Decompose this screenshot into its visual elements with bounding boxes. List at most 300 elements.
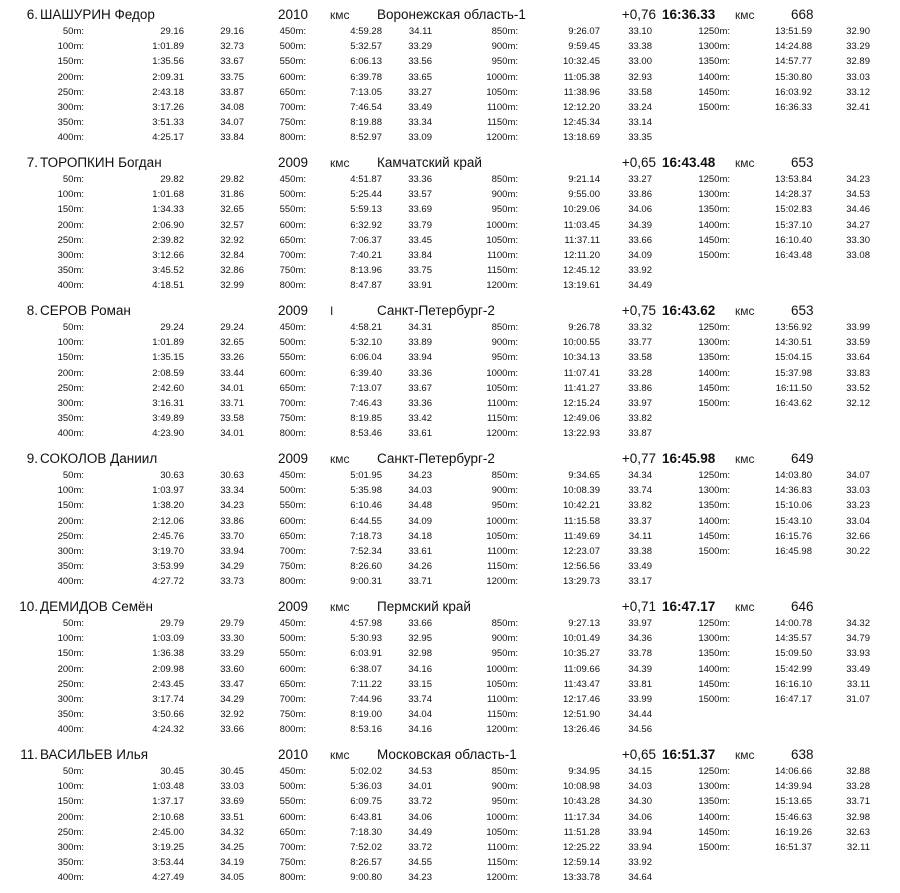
split-distance: 700m: [279,694,306,705]
split-time: 7:13.05 [350,86,382,98]
time-gap: +0,65 [621,155,656,170]
lap-time: 33.89 [408,337,432,349]
split-time: 13:56.92 [775,322,812,333]
region: Воронежская область-1 [377,7,526,22]
split-time: 9:26.07 [568,26,600,37]
lap-time: 33.42 [408,413,432,425]
split-time: 14:35.57 [775,633,812,645]
split-distance: 250m: [57,86,84,98]
sport-rank: кмс [330,600,350,614]
lap-time: 34.06 [408,811,432,823]
split-distance: 750m: [279,413,306,425]
split-time: 1:03.48 [152,781,184,793]
athlete-entry [0,154,900,294]
split-distance: 750m: [279,857,306,869]
split-distance: 550m: [279,204,306,216]
split-time: 2:09.31 [152,71,184,83]
split-time: 29.82 [160,174,184,185]
split-distance: 600m: [279,219,306,231]
split-distance: 250m: [57,530,84,542]
lap-time: 33.29 [408,41,432,53]
split-distance: 250m: [57,234,84,246]
lap-time: 33.15 [408,678,432,690]
split-time: 13:26.46 [563,724,600,736]
split-time: 10:29.06 [563,204,600,216]
split-distance: 500m: [279,189,306,201]
split-time: 7:06.37 [350,234,382,246]
split-time: 1:03.97 [152,485,184,497]
lap-time: 33.71 [846,796,870,808]
lap-time: 33.58 [220,413,244,425]
split-distance: 900m: [491,189,518,201]
split-distance: 900m: [491,633,518,645]
split-distance: 1450m: [698,382,730,394]
split-time: 15:46.63 [775,811,812,823]
split-time: 7:40.21 [350,250,382,261]
split-time: 16:10.40 [775,234,812,246]
split-time: 11:49.69 [563,530,600,542]
split-distance: 1400m: [698,515,730,527]
split-time: 16:43.62 [775,398,812,409]
split-distance: 200m: [57,663,84,675]
split-time: 6:06.13 [350,56,382,68]
lap-time: 34.49 [408,826,432,838]
lap-time: 32.41 [846,102,870,113]
split-time: 5:25.44 [350,189,382,201]
lap-time: 33.87 [220,86,244,98]
split-distance: 600m: [279,71,306,83]
split-time: 8:19.00 [350,709,382,721]
split-time: 1:36.38 [152,648,184,660]
lap-time: 34.44 [628,709,652,721]
split-distance: 550m: [279,796,306,808]
split-time: 10:08.39 [563,485,600,497]
split-distance: 1200m: [486,132,518,144]
split-time: 9:34.95 [568,766,600,777]
split-time: 5:36.03 [350,781,382,793]
final-time: 16:45.98 [662,451,716,466]
final-time: 16:43.62 [662,303,716,318]
lap-time: 33.28 [628,367,652,379]
split-distance: 1050m: [486,530,518,542]
split-distance: 350m: [57,561,84,573]
split-time: 12:51.90 [563,709,600,721]
split-time: 14:36.83 [775,485,812,497]
lap-time: 34.32 [220,826,244,838]
lap-time: 32.89 [846,56,870,68]
lap-time: 33.04 [846,515,870,527]
split-time: 2:09.98 [152,663,184,675]
split-distance: 1200m: [486,280,518,292]
split-distance: 1100m: [487,546,518,557]
split-time: 11:07.41 [563,367,600,379]
achieved-rank: кмс [735,156,755,170]
lap-time: 33.03 [846,485,870,497]
split-time: 2:45.00 [152,826,184,838]
split-time: 14:28.37 [775,189,812,201]
split-distance: 450m: [279,26,306,37]
split-distance: 50m: [62,174,84,185]
athlete-name: ШАШУРИН Федор [40,7,155,22]
split-distance: 1000m: [486,71,518,83]
lap-time: 33.91 [408,280,432,292]
split-distance: 900m: [491,781,518,793]
lap-time: 33.86 [628,189,652,201]
lap-time: 33.94 [408,352,432,364]
lap-time: 32.12 [846,398,870,409]
split-time: 3:45.52 [152,265,184,277]
split-time: 16:36.33 [775,102,812,113]
split-time: 4:23.90 [152,428,184,440]
lap-time: 34.09 [628,250,652,261]
split-time: 1:03.09 [152,633,184,645]
achieved-rank: кмс [735,748,755,762]
lap-time: 33.09 [408,132,432,144]
split-distance: 700m: [279,250,306,261]
split-time: 10:43.28 [563,796,600,808]
lap-time: 33.60 [220,663,244,675]
split-time: 6:39.40 [350,367,382,379]
split-distance: 1200m: [486,576,518,588]
lap-time: 34.53 [846,189,870,201]
lap-time: 33.69 [408,204,432,216]
split-time: 16:45.98 [775,546,812,557]
split-distance: 1150m: [487,561,518,573]
split-distance: 100m: [57,485,84,497]
lap-time: 33.23 [846,500,870,512]
lap-time: 33.56 [408,56,432,68]
lap-time: 33.32 [628,322,652,333]
time-gap: +0,76 [621,7,656,22]
split-time: 15:37.10 [775,219,812,231]
split-distance: 1100m: [487,398,518,409]
split-distance: 650m: [279,86,306,98]
split-time: 2:45.76 [152,530,184,542]
lap-time: 32.98 [846,811,870,823]
split-time: 1:01.89 [152,41,184,53]
split-distance: 150m: [57,352,84,364]
split-distance: 200m: [57,515,84,527]
lap-time: 33.29 [220,648,244,660]
split-distance: 1300m: [698,189,730,201]
lap-time: 32.86 [220,265,244,277]
lap-time: 33.84 [220,132,244,144]
place-number: 9. [26,451,38,466]
lap-time: 34.49 [628,280,652,292]
birth-year: 2009 [278,599,309,614]
split-distance: 1500m: [698,250,730,261]
lap-time: 34.11 [628,530,652,542]
lap-time: 33.24 [628,102,652,113]
split-distance: 850m: [491,766,518,777]
split-time: 8:13.96 [350,265,382,277]
time-gap: +0,75 [621,303,656,318]
split-time: 11:38.96 [563,86,600,98]
lap-time: 34.09 [408,515,432,527]
split-time: 15:02.83 [775,204,812,216]
split-time: 4:58.21 [350,322,382,333]
split-distance: 1350m: [698,204,730,216]
lap-time: 34.36 [628,633,652,645]
split-time: 11:15.58 [563,515,600,527]
split-distance: 450m: [279,174,306,185]
split-time: 1:01.68 [152,189,184,201]
split-time: 12:12.20 [563,102,600,113]
split-time: 11:43.47 [563,678,600,690]
split-distance: 900m: [491,337,518,349]
lap-time: 33.51 [220,811,244,823]
split-distance: 1300m: [698,781,730,793]
split-distance: 1400m: [698,71,730,83]
athlete-name: ВАСИЛЬЕВ Илья [40,747,149,762]
split-distance: 1300m: [698,485,730,497]
split-time: 9:27.13 [568,618,600,629]
split-time: 15:04.15 [775,352,812,364]
lap-time: 33.30 [220,633,244,645]
lap-time: 33.94 [220,546,244,557]
lap-time: 33.27 [408,86,432,98]
split-distance: 300m: [57,398,84,409]
split-distance: 400m: [57,872,84,884]
athlete-name: ДЕМИДОВ Семён [40,599,153,614]
split-distance: 1050m: [486,382,518,394]
split-time: 10:00.55 [563,337,600,349]
lap-time: 34.06 [628,204,652,216]
lap-time: 33.74 [628,485,652,497]
split-distance: 1250m: [698,766,730,777]
split-distance: 750m: [279,709,306,721]
split-time: 2:12.06 [152,515,184,527]
lap-time: 33.94 [628,842,652,853]
athlete-entry [0,746,900,886]
split-time: 4:51.87 [350,174,382,185]
lap-time: 34.27 [846,219,870,231]
split-time: 6:09.75 [350,796,382,808]
lap-time: 33.69 [220,796,244,808]
lap-time: 32.99 [220,280,244,292]
lap-time: 33.37 [628,515,652,527]
lap-time: 34.23 [408,470,432,481]
split-distance: 650m: [279,826,306,838]
split-distance: 700m: [279,398,306,409]
split-distance: 500m: [279,337,306,349]
split-distance: 1250m: [698,618,730,629]
lap-time: 34.05 [220,872,244,884]
split-distance: 1000m: [486,219,518,231]
split-time: 5:59.13 [350,204,382,216]
split-distance: 400m: [57,576,84,588]
lap-time: 33.87 [628,428,652,440]
split-time: 4:25.17 [152,132,184,144]
sport-rank: I [330,304,334,318]
split-distance: 850m: [491,322,518,333]
lap-time: 33.78 [628,648,652,660]
birth-year: 2009 [278,451,309,466]
split-time: 14:39.94 [775,781,812,793]
split-time: 3:50.66 [152,709,184,721]
final-time: 16:51.37 [662,747,716,762]
split-distance: 700m: [279,546,306,557]
athlete-name: СОКОЛОВ Даниил [40,451,158,466]
split-time: 11:03.45 [563,219,600,231]
lap-time: 34.03 [408,485,432,497]
split-distance: 300m: [57,694,84,705]
lap-time: 34.23 [408,872,432,884]
split-distance: 650m: [279,234,306,246]
split-time: 8:26.60 [350,561,382,573]
split-time: 5:32.57 [350,41,382,53]
split-distance: 550m: [279,500,306,512]
lap-time: 32.98 [408,648,432,660]
lap-time: 33.00 [628,56,652,68]
split-distance: 1150m: [487,413,518,425]
lap-time: 33.92 [628,265,652,277]
lap-time: 34.06 [628,811,652,823]
lap-time: 33.74 [408,694,432,705]
lap-time: 33.58 [628,86,652,98]
split-distance: 1450m: [698,826,730,838]
lap-time: 34.64 [628,872,652,884]
split-time: 9:55.00 [568,189,600,201]
split-time: 7:18.30 [350,826,382,838]
split-time: 13:33.78 [563,872,600,884]
athlete-name: СЕРОВ Роман [40,303,131,318]
sport-rank: кмс [330,452,350,466]
lap-time: 33.10 [628,26,652,37]
lap-time: 34.25 [220,842,244,853]
split-distance: 1300m: [698,633,730,645]
lap-time: 29.82 [220,174,244,185]
split-time: 12:59.14 [563,857,600,869]
lap-time: 34.08 [220,102,244,113]
lap-time: 33.26 [220,352,244,364]
split-time: 5:35.98 [350,485,382,497]
split-distance: 950m: [491,56,518,68]
split-distance: 450m: [279,470,306,481]
split-distance: 800m: [279,428,306,440]
split-time: 9:00.80 [350,872,382,884]
region: Камчатский край [377,155,482,170]
lap-time: 29.16 [220,26,244,37]
split-time: 3:51.33 [152,117,184,129]
split-time: 12:23.07 [563,546,600,557]
lap-time: 34.01 [220,428,244,440]
split-time: 6:10.46 [350,500,382,512]
split-distance: 800m: [279,872,306,884]
split-time: 7:13.07 [350,382,382,394]
split-time: 8:19.88 [350,117,382,129]
final-time: 16:47.17 [662,599,716,614]
split-time: 11:41.27 [563,382,600,394]
split-distance: 50m: [62,322,84,333]
lap-time: 33.36 [408,174,432,185]
split-time: 15:13.65 [775,796,812,808]
lap-time: 34.07 [220,117,244,129]
split-distance: 1050m: [486,234,518,246]
split-time: 12:25.22 [563,842,600,853]
lap-time: 33.82 [628,413,652,425]
lap-time: 33.75 [408,265,432,277]
athlete-entry [0,598,900,738]
split-time: 1:38.20 [152,500,184,512]
lap-time: 32.73 [220,41,244,53]
split-time: 7:44.96 [350,694,382,705]
lap-time: 30.45 [220,766,244,777]
lap-time: 33.81 [628,678,652,690]
lap-time: 32.66 [846,530,870,542]
lap-time: 33.14 [628,117,652,129]
split-distance: 1350m: [698,648,730,660]
split-time: 30.45 [160,766,184,777]
split-distance: 750m: [279,561,306,573]
lap-time: 34.29 [220,561,244,573]
lap-time: 32.65 [220,337,244,349]
split-distance: 500m: [279,41,306,53]
lap-time: 33.34 [408,117,432,129]
split-distance: 200m: [57,219,84,231]
region: Санкт-Петербург-2 [377,303,495,318]
split-distance: 1150m: [487,857,518,869]
lap-time: 33.99 [628,694,652,705]
split-distance: 550m: [279,352,306,364]
split-distance: 800m: [279,724,306,736]
split-distance: 250m: [57,678,84,690]
split-distance: 450m: [279,766,306,777]
split-distance: 1000m: [486,515,518,527]
split-distance: 200m: [57,811,84,823]
split-time: 14:57.77 [775,56,812,68]
split-time: 3:53.99 [152,561,184,573]
split-time: 15:30.80 [775,71,812,83]
split-distance: 1250m: [698,174,730,185]
lap-time: 33.67 [408,382,432,394]
split-time: 3:19.70 [152,546,184,557]
lap-time: 33.44 [220,367,244,379]
split-time: 13:19.61 [563,280,600,292]
lap-time: 33.57 [408,189,432,201]
split-distance: 300m: [57,842,84,853]
lap-time: 33.36 [408,398,432,409]
split-time: 2:08.59 [152,367,184,379]
split-time: 14:30.51 [775,337,812,349]
points: 668 [791,7,814,22]
split-distance: 900m: [491,41,518,53]
split-distance: 1350m: [698,352,730,364]
split-distance: 150m: [57,648,84,660]
lap-time: 34.39 [628,219,652,231]
split-distance: 100m: [57,633,84,645]
time-gap: +0,65 [621,747,656,762]
split-distance: 1350m: [698,500,730,512]
split-distance: 1000m: [486,663,518,675]
split-distance: 1050m: [486,826,518,838]
split-time: 5:32.10 [350,337,382,349]
split-time: 14:24.88 [775,41,812,53]
split-distance: 600m: [279,663,306,675]
lap-time: 33.67 [220,56,244,68]
lap-time: 34.04 [408,709,432,721]
lap-time: 34.16 [408,724,432,736]
achieved-rank: кмс [735,304,755,318]
lap-time: 33.70 [220,530,244,542]
split-time: 2:42.60 [152,382,184,394]
lap-time: 33.36 [408,367,432,379]
split-distance: 150m: [57,56,84,68]
split-time: 5:02.02 [350,766,382,777]
points: 653 [791,303,814,318]
split-distance: 250m: [57,382,84,394]
split-time: 16:51.37 [775,842,812,853]
